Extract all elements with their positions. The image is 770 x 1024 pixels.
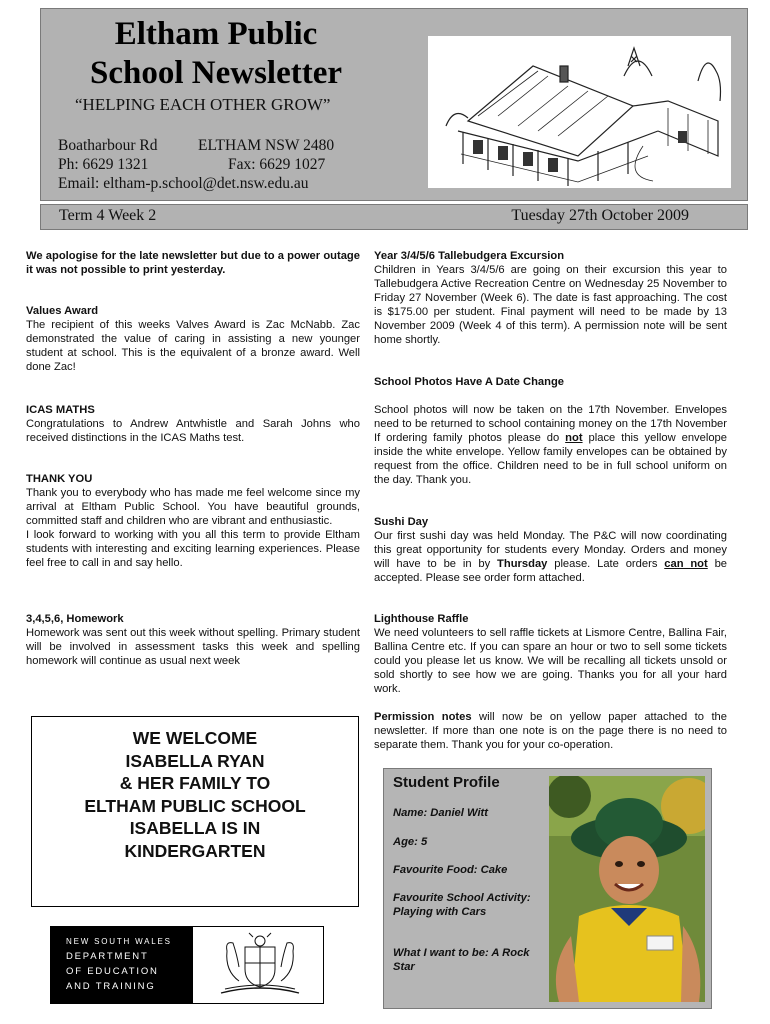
profile-ambition: What I want to be: A Rock Star — [393, 947, 530, 973]
raffle-body: We need volunteers to sell raffle tickets at Lismore Centre, Ballina Fair, Ballina Centre etc. If you can spare an hour or two to sell some tickets could you please let us know. We will be recalling all tickets unsold or sold shortly to see how we are going. Thanks you for all your hard work. — [374, 627, 727, 695]
lighthouse-raffle-section — [374, 612, 727, 696]
student-profile-box — [383, 768, 712, 1009]
apology-text: We apologise for the late newsletter but due to a power outage it was not possible to print yesterday. — [26, 250, 360, 276]
newsletter-title — [81, 15, 351, 93]
sushi-body-b: please. Late orders — [554, 558, 658, 570]
school-motto: “HELPING EACH OTHER GROW” — [75, 95, 331, 114]
emphasis-not: not — [565, 432, 583, 444]
emphasis-can-not: can not — [664, 558, 708, 570]
coat-of-arms-icon — [201, 931, 319, 999]
department-name-panel — [51, 927, 193, 1003]
thank-you-body-2: I look forward to working with you all this term to provide Eltham students with interesting and exciting learning experiences. Please feel free to call in and say hello. — [26, 529, 360, 569]
phone-number: Ph: 6629 1321 — [58, 156, 149, 173]
dept-line-2: DEPARTMENT — [66, 951, 149, 962]
permission-notes-body: will now be on yellow paper attached to the newsletter. If more than one note is on the page there is no need to separate them. Thank you for your co-operation. — [374, 711, 728, 751]
department-logo — [50, 926, 324, 1004]
welcome-line-4: ELTHAM PUBLIC SCHOOL — [84, 795, 306, 816]
school-photos-body-a: School photos will now be taken on the 17th November. Envelopes need to be returned to school containing money on the 17th November If ordering family photos please do — [374, 404, 727, 444]
welcome-line-2: ISABELLA RYAN — [125, 750, 265, 771]
fax-number: Fax: 6629 1027 — [228, 156, 326, 173]
school-photos-heading-block — [374, 375, 727, 389]
sushi-day-section — [374, 515, 727, 585]
homework-body: Homework was sent out this week without spelling. Primary student will be involved in assessment tasks this week and spelling homework will continue as usual next week — [26, 627, 360, 667]
title-line-1: Eltham Public — [114, 16, 318, 52]
profile-activity: Favourite School Activity: Playing with Cars — [393, 892, 531, 918]
thank-you-section — [26, 472, 360, 570]
school-building-sketch — [428, 36, 731, 188]
sushi-day-heading: Sushi Day — [374, 516, 429, 528]
excursion-heading: Year 3/4/5/6 Tallebudgera Excursion — [374, 250, 565, 262]
masthead — [40, 8, 748, 201]
student-photo — [549, 776, 705, 1002]
profile-name: Name: Daniel Witt — [393, 807, 489, 819]
thank-you-heading: THANK YOU — [26, 473, 93, 485]
title-line-2: School Newsletter — [89, 55, 342, 91]
email-address: Email: eltham-p.school@det.nsw.edu.au — [58, 175, 309, 192]
homework-heading: 3,4,5,6, Homework — [26, 613, 124, 625]
school-photos-body-b: place this yellow envelope inside the white envelope. Yellow family envelopes can be obtained by request from the office. Children need to be in full school uniform on the day. Thank you. — [374, 432, 728, 486]
values-award-heading: Values Award — [26, 305, 99, 317]
welcome-box — [31, 716, 359, 907]
icas-body: Congratulations to Andrew Antwhistle and Sarah Johns who received distinctions in the ICAS Maths test. — [26, 418, 360, 444]
school-photos-heading: School Photos Have A Date Change — [374, 376, 565, 388]
welcome-line-3: & HER FAMILY TO — [119, 773, 271, 793]
sushi-body-a: Our first sushi day was held Monday. The P&C will now coordinating this great opportunity for students every Monday. Orders and money will have to be in by — [374, 530, 727, 570]
icas-heading: ICAS MATHS — [26, 404, 95, 416]
raffle-heading: Lighthouse Raffle — [374, 613, 469, 625]
term-bar — [40, 204, 748, 230]
values-award-section — [26, 304, 360, 374]
welcome-line-5: ISABELLA IS IN — [129, 818, 261, 838]
icas-section — [26, 403, 360, 445]
excursion-section — [374, 249, 727, 347]
school-photos-section — [374, 403, 727, 487]
thank-you-body-1: Thank you to everybody who has made me feel welcome since my arrival at Eltham Public School. You have beautiful grounds, committed staff and children who are vibrant and enthusiastic. — [26, 487, 360, 527]
excursion-body: Children in Years 3/4/5/6 are going on their excursion this year to Tallebudgera Active Recreation Centre on Wednesday 25 November to Friday 27 November (Week 6). The date is fast approaching. The cost is $175.00 per student. Final payment will need to be made by 13 November 2009 (Week 4 of this term). A permission note will be sent home shortly. — [374, 264, 727, 346]
dept-line-3: OF EDUCATION — [66, 966, 159, 977]
profile-food: Favourite Food: Cake — [393, 864, 508, 876]
term-week: Term 4 Week 2 — [59, 207, 157, 224]
welcome-line-1: WE WELCOME — [132, 728, 258, 748]
apology-notice — [26, 249, 360, 277]
homework-section — [26, 612, 360, 668]
issue-date: Tuesday 27th October 2009 — [511, 207, 689, 224]
sushi-body-c: be accepted. Please see order form attached. — [374, 558, 728, 584]
dept-line-4: AND TRAINING — [66, 981, 156, 992]
dept-line-1: NEW SOUTH WALES — [66, 937, 172, 946]
profile-age: Age: 5 — [393, 836, 428, 848]
welcome-line-6: KINDERGARTEN — [124, 840, 266, 861]
student-profile-heading: Student Profile — [393, 774, 500, 791]
town-address: ELTHAM NSW 2480 — [198, 137, 335, 154]
permission-notes-section — [374, 710, 727, 752]
permission-notes-label: Permission notes — [374, 711, 472, 723]
values-award-body: The recipient of this weeks Valves Award is Zac McNabb. Zac demonstrated the value of caring in assisting a new younger student at school. This is the equivalent of a bronze award. Well done Zac! — [26, 319, 360, 373]
street-address: Boatharbour Rd — [58, 137, 158, 154]
sushi-thursday: Thursday — [497, 558, 548, 570]
